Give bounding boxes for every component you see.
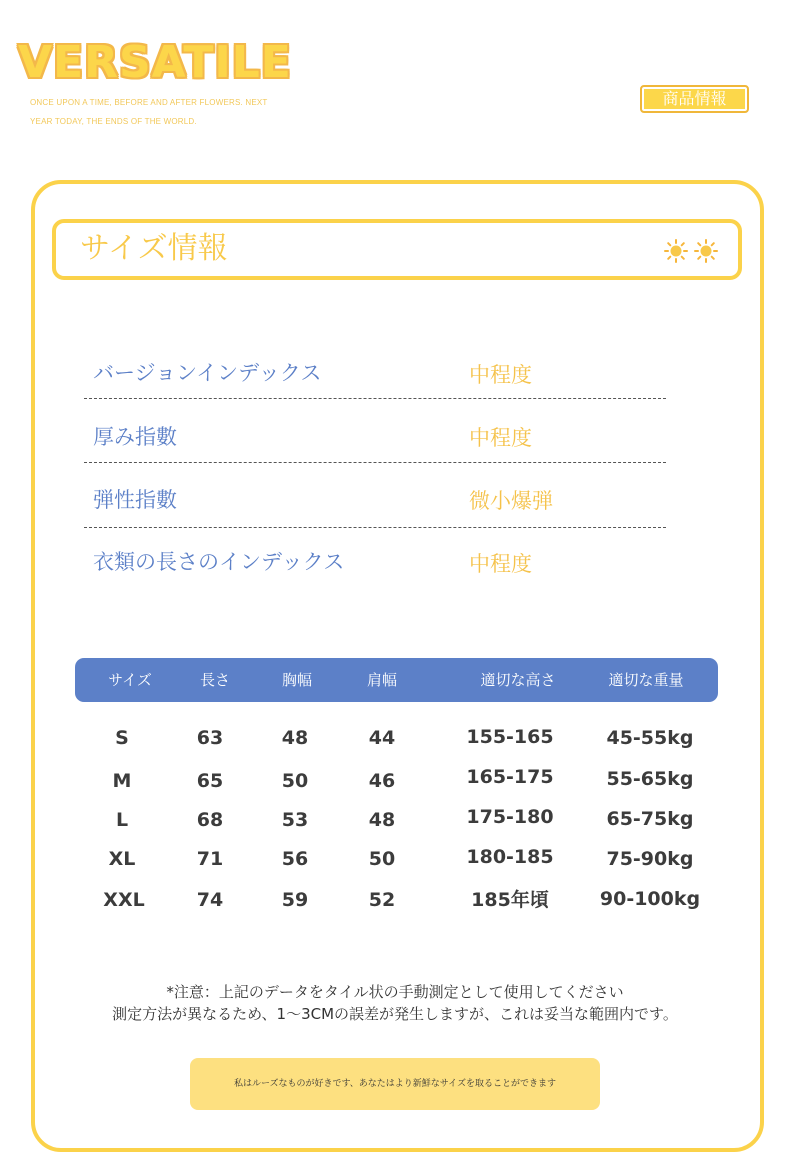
sun-icon (694, 239, 718, 263)
section-banner (52, 219, 742, 280)
size-table-header (75, 658, 718, 702)
product-info-badge: 商品情報 (640, 85, 749, 113)
cell-chest: 48 (281, 727, 309, 749)
cell-weight: 65-75kg (606, 808, 694, 830)
cell-height: 180-185 (466, 846, 554, 868)
sun-icon-group (664, 239, 720, 263)
cell-shoulder: 44 (368, 727, 396, 749)
measurement-note-2: 測定方法が異なるため、1〜3CMの誤差が発生しますが、これは妥当な範囲内です。 (112, 1005, 678, 1023)
cell-height: 185年頃 (471, 889, 549, 911)
index-value: 中程度 (469, 552, 532, 576)
index-label: 弾性指數 (93, 488, 177, 512)
measurement-note-1: *注意：上記のデータをタイル状の手動測定として使用してください (166, 983, 624, 1001)
cell-length: 71 (196, 848, 224, 870)
cell-chest: 50 (281, 770, 309, 792)
cell-weight: 75-90kg (606, 848, 694, 870)
tagline-line-1: ONCE UPON A TIME, BEFORE AND AFTER FLOWERS. NEXT (30, 98, 268, 107)
cell-height: 155-165 (466, 726, 554, 748)
header-size: サイズ (108, 671, 152, 689)
footer-box (190, 1058, 600, 1110)
cell-size: XXL (103, 889, 145, 911)
section-title: サイズ情報 (80, 231, 228, 266)
brand-logo (18, 37, 292, 88)
cell-size: M (112, 770, 132, 792)
index-value: 中程度 (469, 363, 532, 387)
index-label: 衣類の長さのインデックス (93, 550, 345, 574)
index-value: 微小爆弾 (469, 489, 553, 513)
cell-weight: 45-55kg (606, 727, 694, 749)
header-chest: 胸幅 (281, 671, 312, 689)
cell-weight: 90-100kg (599, 888, 701, 910)
divider (84, 398, 666, 399)
header-height: 適切な高さ (480, 671, 556, 689)
header-length: 長さ (199, 671, 230, 689)
cell-size: S (115, 727, 129, 749)
cell-length: 68 (196, 809, 224, 831)
index-value: 中程度 (469, 426, 532, 450)
cell-length: 65 (196, 770, 224, 792)
cell-length: 63 (196, 727, 224, 749)
index-label: バージョンインデックス (93, 361, 322, 385)
cell-shoulder: 48 (368, 809, 396, 831)
cell-chest: 59 (281, 889, 309, 911)
cell-length: 74 (196, 889, 224, 911)
cell-shoulder: 52 (368, 889, 396, 911)
index-label: 厚み指數 (93, 425, 177, 449)
footer-text: 私はルーズなものが好きです、あなたはより新鮮なサイズを取ることができます (233, 1079, 557, 1089)
logo-text: VERSATILE (18, 37, 292, 88)
header-shoulder: 肩幅 (366, 671, 397, 689)
sun-icon (664, 239, 688, 263)
header-weight: 適切な重量 (608, 671, 684, 689)
divider (84, 462, 666, 463)
cell-chest: 53 (281, 809, 309, 831)
cell-shoulder: 50 (368, 848, 396, 870)
cell-size: XL (108, 848, 136, 870)
cell-size: L (115, 809, 129, 831)
divider (84, 527, 666, 528)
cell-height: 165-175 (466, 766, 554, 788)
cell-shoulder: 46 (368, 770, 396, 792)
cell-height: 175-180 (466, 806, 554, 828)
cell-chest: 56 (281, 848, 309, 870)
cell-weight: 55-65kg (606, 768, 694, 790)
tagline-line-2: YEAR TODAY, THE ENDS OF THE WORLD. (30, 117, 197, 126)
